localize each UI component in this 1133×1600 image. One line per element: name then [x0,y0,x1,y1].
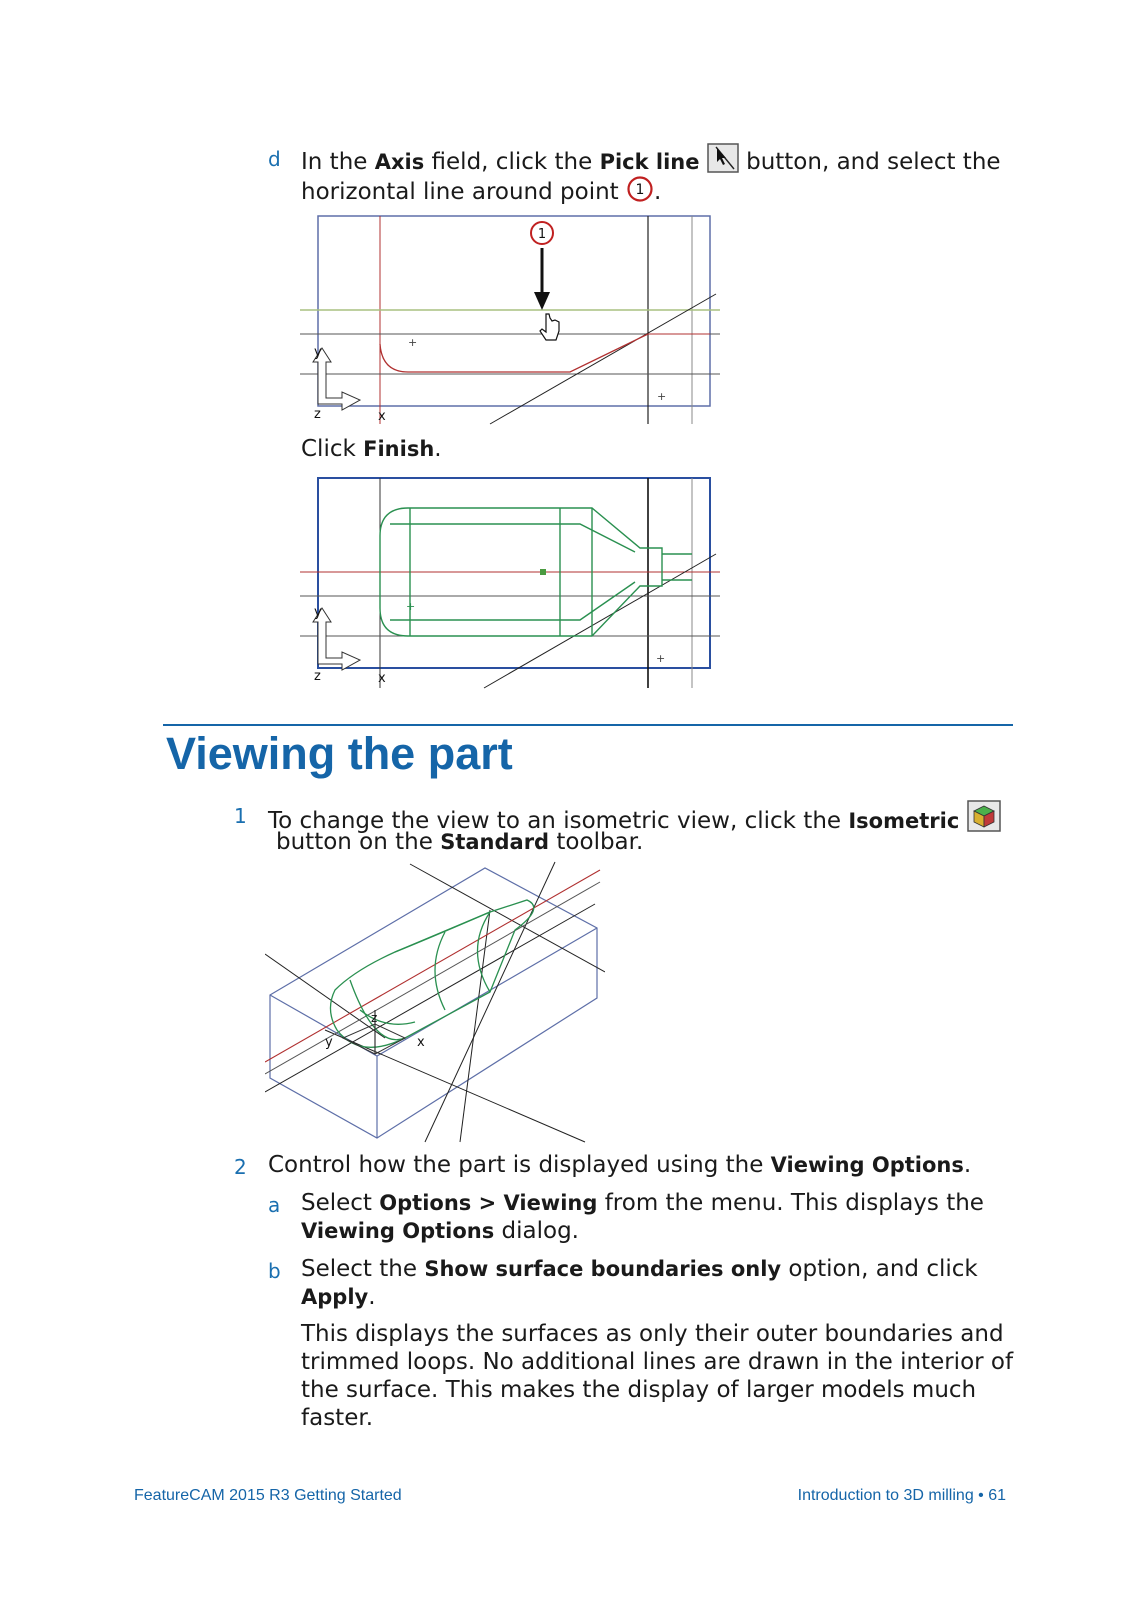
svg-text:x: x [378,409,386,424]
step-number-1: 1 [234,804,247,828]
step-label-b: b [268,1259,281,1283]
click-finish-text: Click Finish. [301,436,442,462]
pick-line-icon [707,143,739,180]
step-1-line2: button on the Standard toolbar. [276,829,644,855]
step-label-d: d [268,147,281,171]
step-d-line2: horizontal line around point 1 . [301,175,661,210]
svg-text:x: x [378,671,386,686]
step-a-line1: Select Options > Viewing from the menu. This displays the [301,1190,984,1216]
isometric-view-icon [967,800,1001,839]
figure-pick-line [300,212,720,427]
callout-1-icon [626,175,654,210]
hand-cursor-icon [540,314,559,340]
step-number-2: 2 [234,1155,247,1179]
svg-text:+: + [406,600,416,613]
svg-text:1: 1 [635,182,645,198]
step-d-line1: In the Axis field, click the Pick line button, and select the [301,143,1001,180]
svg-text:z: z [314,407,321,422]
figure-finished-profile [300,472,720,692]
section-rule [163,724,1013,726]
svg-text:y: y [314,605,322,620]
svg-text:+: + [657,390,667,403]
figure-isometric-view [265,860,605,1145]
callout-1-marker [531,222,553,244]
axis-triad [313,345,386,424]
svg-text:+: + [408,336,418,349]
step-label-a: a [268,1193,281,1217]
footer-right: Introduction to 3D milling • 61 [797,1487,1006,1504]
step-2-text: Control how the part is displayed using the Viewing Options. [268,1152,972,1178]
paragraph-line: This displays the surfaces as only their outer boundaries and [301,1321,1004,1347]
section-title: Viewing the part [166,728,513,779]
step-a-line2: Viewing Options dialog. [301,1218,579,1244]
step-b-line1: Select the Show surface boundaries only option, and click [301,1256,978,1282]
svg-text:z: z [371,1011,378,1025]
svg-text:x: x [417,1035,425,1050]
footer-left: FeatureCAM 2015 R3 Getting Started [134,1487,402,1504]
axis-triad [325,1010,425,1054]
axis-triad [313,605,386,686]
svg-text:y: y [314,345,322,360]
svg-text:z: z [314,669,321,684]
paragraph-line: faster. [301,1405,373,1431]
svg-text:1: 1 [537,227,547,242]
step-1-line1: To change the view to an isometric view, click the Isometric [268,800,1001,839]
paragraph-line: the surface. This makes the display of larger models much [301,1377,977,1403]
svg-text:+: + [656,652,666,665]
step-b-line2: Apply. [301,1284,376,1310]
svg-text:y: y [325,1035,333,1050]
description-paragraph [301,1320,1013,1432]
paragraph-line: trimmed loops. No additional lines are drawn in the interior of [301,1349,1014,1375]
